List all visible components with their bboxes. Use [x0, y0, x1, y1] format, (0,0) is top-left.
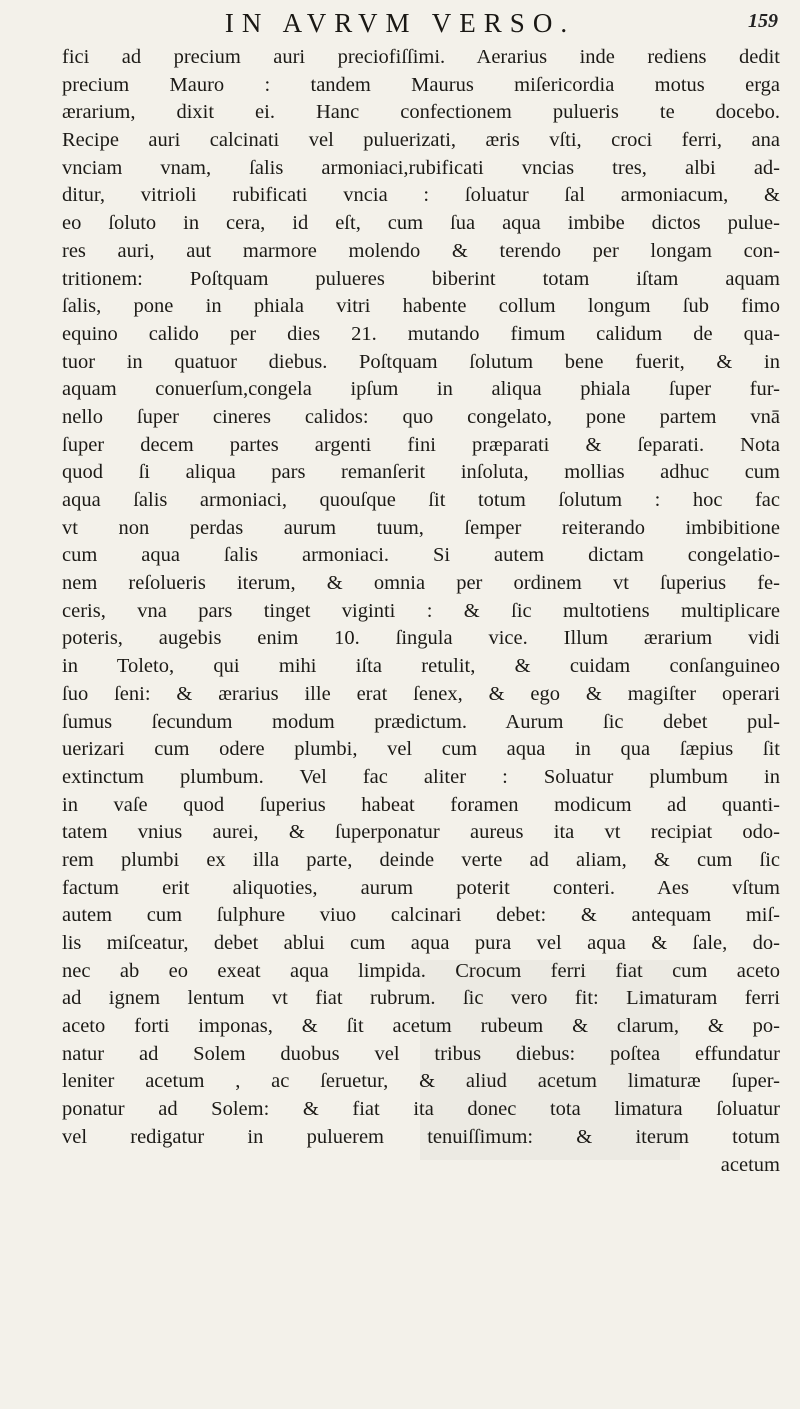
text-line: vnciam vnam, ſalis armoniaci,rubificati vncias tres, albi ad- [62, 156, 780, 179]
text-line: uerizari cum odere plumbi, vel cum aqua in qua ſæpius ſit [62, 738, 780, 761]
text-line: ſumus ſecundum modum prædictum. Aurum ſic debet pul- [62, 710, 780, 733]
page-number: 159 [748, 10, 778, 32]
catchword: acetum [720, 1153, 780, 1176]
text-line: factum erit aliquoties, aurum poterit conteri. Aes vſtum [62, 876, 780, 899]
text-line: lis miſceatur, debet ablui cum aqua pura vel aqua & ſale, do- [62, 932, 780, 954]
text-line: ſuper decem partes argenti fini præparati & ſeparati. Nota [62, 433, 780, 456]
text-line: nello ſuper cineres calidos: quo congelato, pone partem vnā [62, 405, 780, 428]
text-line: Recipe auri calcinati vel puluerizati, æris vſti, croci ferri, ana [62, 129, 780, 152]
text-line: ſuo ſeni: & ærarius ille erat ſenex, & ego & magiſter operari [62, 682, 780, 705]
text-line: ærarium, dixit ei. Hanc confectionem pulueris te docebo. [62, 101, 780, 124]
text-line: aceto forti imponas, & ſit acetum rubeum & clarum, & po- [62, 1015, 780, 1038]
text-line: fici ad precium auri preciofiſſimi. Aerarius inde rediens dedit [62, 46, 780, 68]
text-line: aquam conuerſum,congela ipſum in aliqua phiala ſuper fur- [62, 378, 780, 401]
text-line: natur ad Solem duobus vel tribus diebus: poſtea effundatur [62, 1042, 780, 1065]
text-line: in Toleto, qui mihi iſta retulit, & cuidam conſanguineo [62, 655, 780, 678]
text-line: precium Mauro : tandem Maurus miſericordia motus erga [62, 73, 780, 96]
text-line: rem plumbi ex illa parte, deinde verte ad aliam, & cum ſic [62, 848, 780, 871]
text-line: tuor in quatuor diebus. Poſtquam ſolutum bene fuerit, & in [62, 350, 780, 373]
text-line: ſalis, pone in phiala vitri habente collum longum ſub fimo [62, 295, 780, 318]
text-line: ponatur ad Solem: & fiat ita donec tota limatura ſoluatur [62, 1098, 780, 1121]
text-line: equino calido per dies 21. mutando fimum calidum de qua- [62, 322, 780, 345]
text-line: vt non perdas aurum tuum, ſemper reiterando imbibitione [62, 516, 780, 539]
text-line: aqua ſalis armoniaci, quouſque ſit totum ſolutum : hoc fac [62, 489, 780, 511]
text-line: cum aqua ſalis armoniaci. Si autem dictam congelatio- [62, 544, 780, 567]
text-line: extinctum plumbum. Vel fac aliter : Soluatur plumbum in [62, 765, 780, 788]
body-text [62, 44, 780, 1179]
running-head: IN AVRVM VERSO. [224, 8, 576, 38]
text-line: tritionem: Poſtquam puluеres biberint totam iſtam aquam [62, 267, 780, 290]
text-line: res auri, aut marmore molendo & terendo per longam con- [62, 239, 780, 262]
text-line: ad ignem lentum vt fiat rubrum. ſic vero fit: Limaturam ferri [62, 987, 780, 1010]
text-line: nec ab eo exeat aqua limpida. Crocum ferri fiat cum aceto [62, 959, 780, 982]
text-line: poteris, augebis enim 10. ſingula vice. Illum ærarium vidi [62, 627, 780, 650]
text-line: eo ſoluto in cera, id eſt, cum ſua aqua imbibe dictos pulue- [62, 212, 780, 235]
text-line: ceris, vna pars tinget viginti : & ſic multotiens multiplicare [62, 599, 780, 622]
text-line: ditur, vitrioli rubificati vncia : ſoluatur ſal armoniacum, & [62, 184, 780, 207]
text-line: vel redigatur in puluerem tenuiſſimum: & iterum totum [62, 1125, 780, 1148]
text-line: leniter acetum , ac ſeruetur, & aliud acetum limaturæ ſuper- [62, 1070, 780, 1093]
text-line: in vaſe quod ſuperius habeat foramen modicum ad quanti- [62, 793, 780, 816]
text-line: tatem vnius aurei, & ſuperponatur aureus ita vt recipiat odo- [62, 821, 780, 844]
text-line: quod ſi aliqua pars remanſerit inſoluta, mollias adhuc cum [62, 461, 780, 484]
text-line: autem cum ſulphure viuo calcinari debet: & antequam miſ- [62, 904, 780, 927]
text-line: nem reſolueris iterum, & omnia per ordinem vt ſuperius fe- [62, 572, 780, 595]
